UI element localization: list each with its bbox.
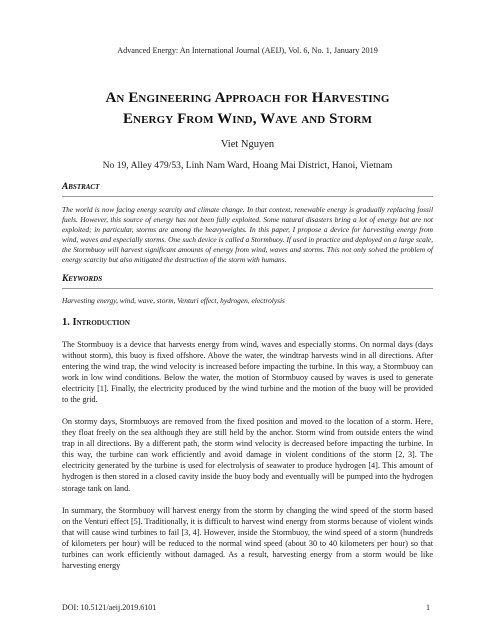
intro-paragraph-2: On stormy days, Stormbuoys are removed from the fixed position and moved to the location of a storm. Here, they float freely on the sea although they are still held by the anchor. Storm wind from outside enters the wind trap in all directions. By a different path, the storm wind velocity is decreased before impacting the turbine. In this way, the turbine can work efficiently and avoid damage in violent conditions of the storm [2, 3]. The electricity generated by the turbine is used for electrolysis of seawater to produce hydrogen [4]. This amount of hydrogen is then stored in a closed cavity inside the buoy body and eventually will be pumped into the hydrogen storage tank on land. bbox=[62, 417, 433, 493]
author-name: Viet Nguyen bbox=[220, 139, 275, 150]
paper-title bbox=[40, 88, 455, 130]
intro-paragraph-1: The Stormbuoy is a device that harvests energy from wind, waves and especially storms. On normal days (days without storm), this buoy is fixed offshore. Above the water, the windtrap harvests wind in all directions. After entering the wind trap, the wind velocity is increased before impacting the turbine. In this way, a Stormbuoy can work in low wind conditions. Below the water, the motion of Stormbuoy caused by waves is used to generate electricity [1]. Finally, the electricity produced by the wind turbine and the motion of the buoy will be provided to the grid. bbox=[62, 340, 433, 405]
abstract-text: The world is now facing energy scarcity and climate change. In that context, renewable energy is gradually replacing fossil fuels. However, this source of energy has not been fully exploited. Some natural disasters bring a lot of energy but are not exploited; in particular, storms are among the heavyweights. In this paper, I propose a device for harvesting energy from wind, waves and especially storms. One such device is called a Stormbuoy. If used in practice and deployed on a large scale, the Stormbuoy will harvest significant amounts of energy from wind, waves and storms. This not only solved the problem of energy scarcity but also mitigated the destruction of the storm with humans. bbox=[62, 205, 433, 264]
keywords-heading: Keywords bbox=[62, 274, 103, 284]
intro-paragraph-3: In summary, the Stormbuoy will harvest energy from the storm by changing the wind speed of the storm based on the Venturi effect [5]. Traditionally, it is difficult to harvest wind energy from storms because of violent winds that will cause wind turbines to fail [3, 4]. However, inside the Stormbuoy, the wind speed of a storm (hundreds of kilometers per hour) will be reduced to the normal wind speed (about 30 to 40 kilometers per hour) so that turbines can work efficiently without damaged. As a result, harvesting energy from a storm would be like harvesting energy bbox=[62, 506, 433, 571]
page-number: 1 bbox=[426, 603, 430, 612]
abstract-rule bbox=[62, 196, 433, 197]
keywords-text: Harvesting energy, wind, wave, storm, Venturi effect, hydrogen, electrolysis bbox=[62, 296, 285, 305]
abstract-heading: Abstract bbox=[62, 182, 100, 192]
title-line-2: Energy From Wind, Wave and Storm bbox=[122, 111, 373, 127]
introduction-heading: 1. Introduction bbox=[62, 317, 130, 328]
doi-footer: DOI: 10.5121/aeij.2019.6101 bbox=[62, 603, 157, 612]
title-line-1: An Engineering Approach for Harvesting bbox=[105, 90, 390, 106]
keywords-rule bbox=[62, 288, 433, 289]
journal-header: Advanced Energy: An International Journal (AEIJ), Vol. 6, No. 1, January 2019 bbox=[117, 46, 378, 55]
author-affiliation: No 19, Alley 479/53, Linh Nam Ward, Hoang Mai District, Hanoi, Vietnam bbox=[102, 160, 393, 171]
